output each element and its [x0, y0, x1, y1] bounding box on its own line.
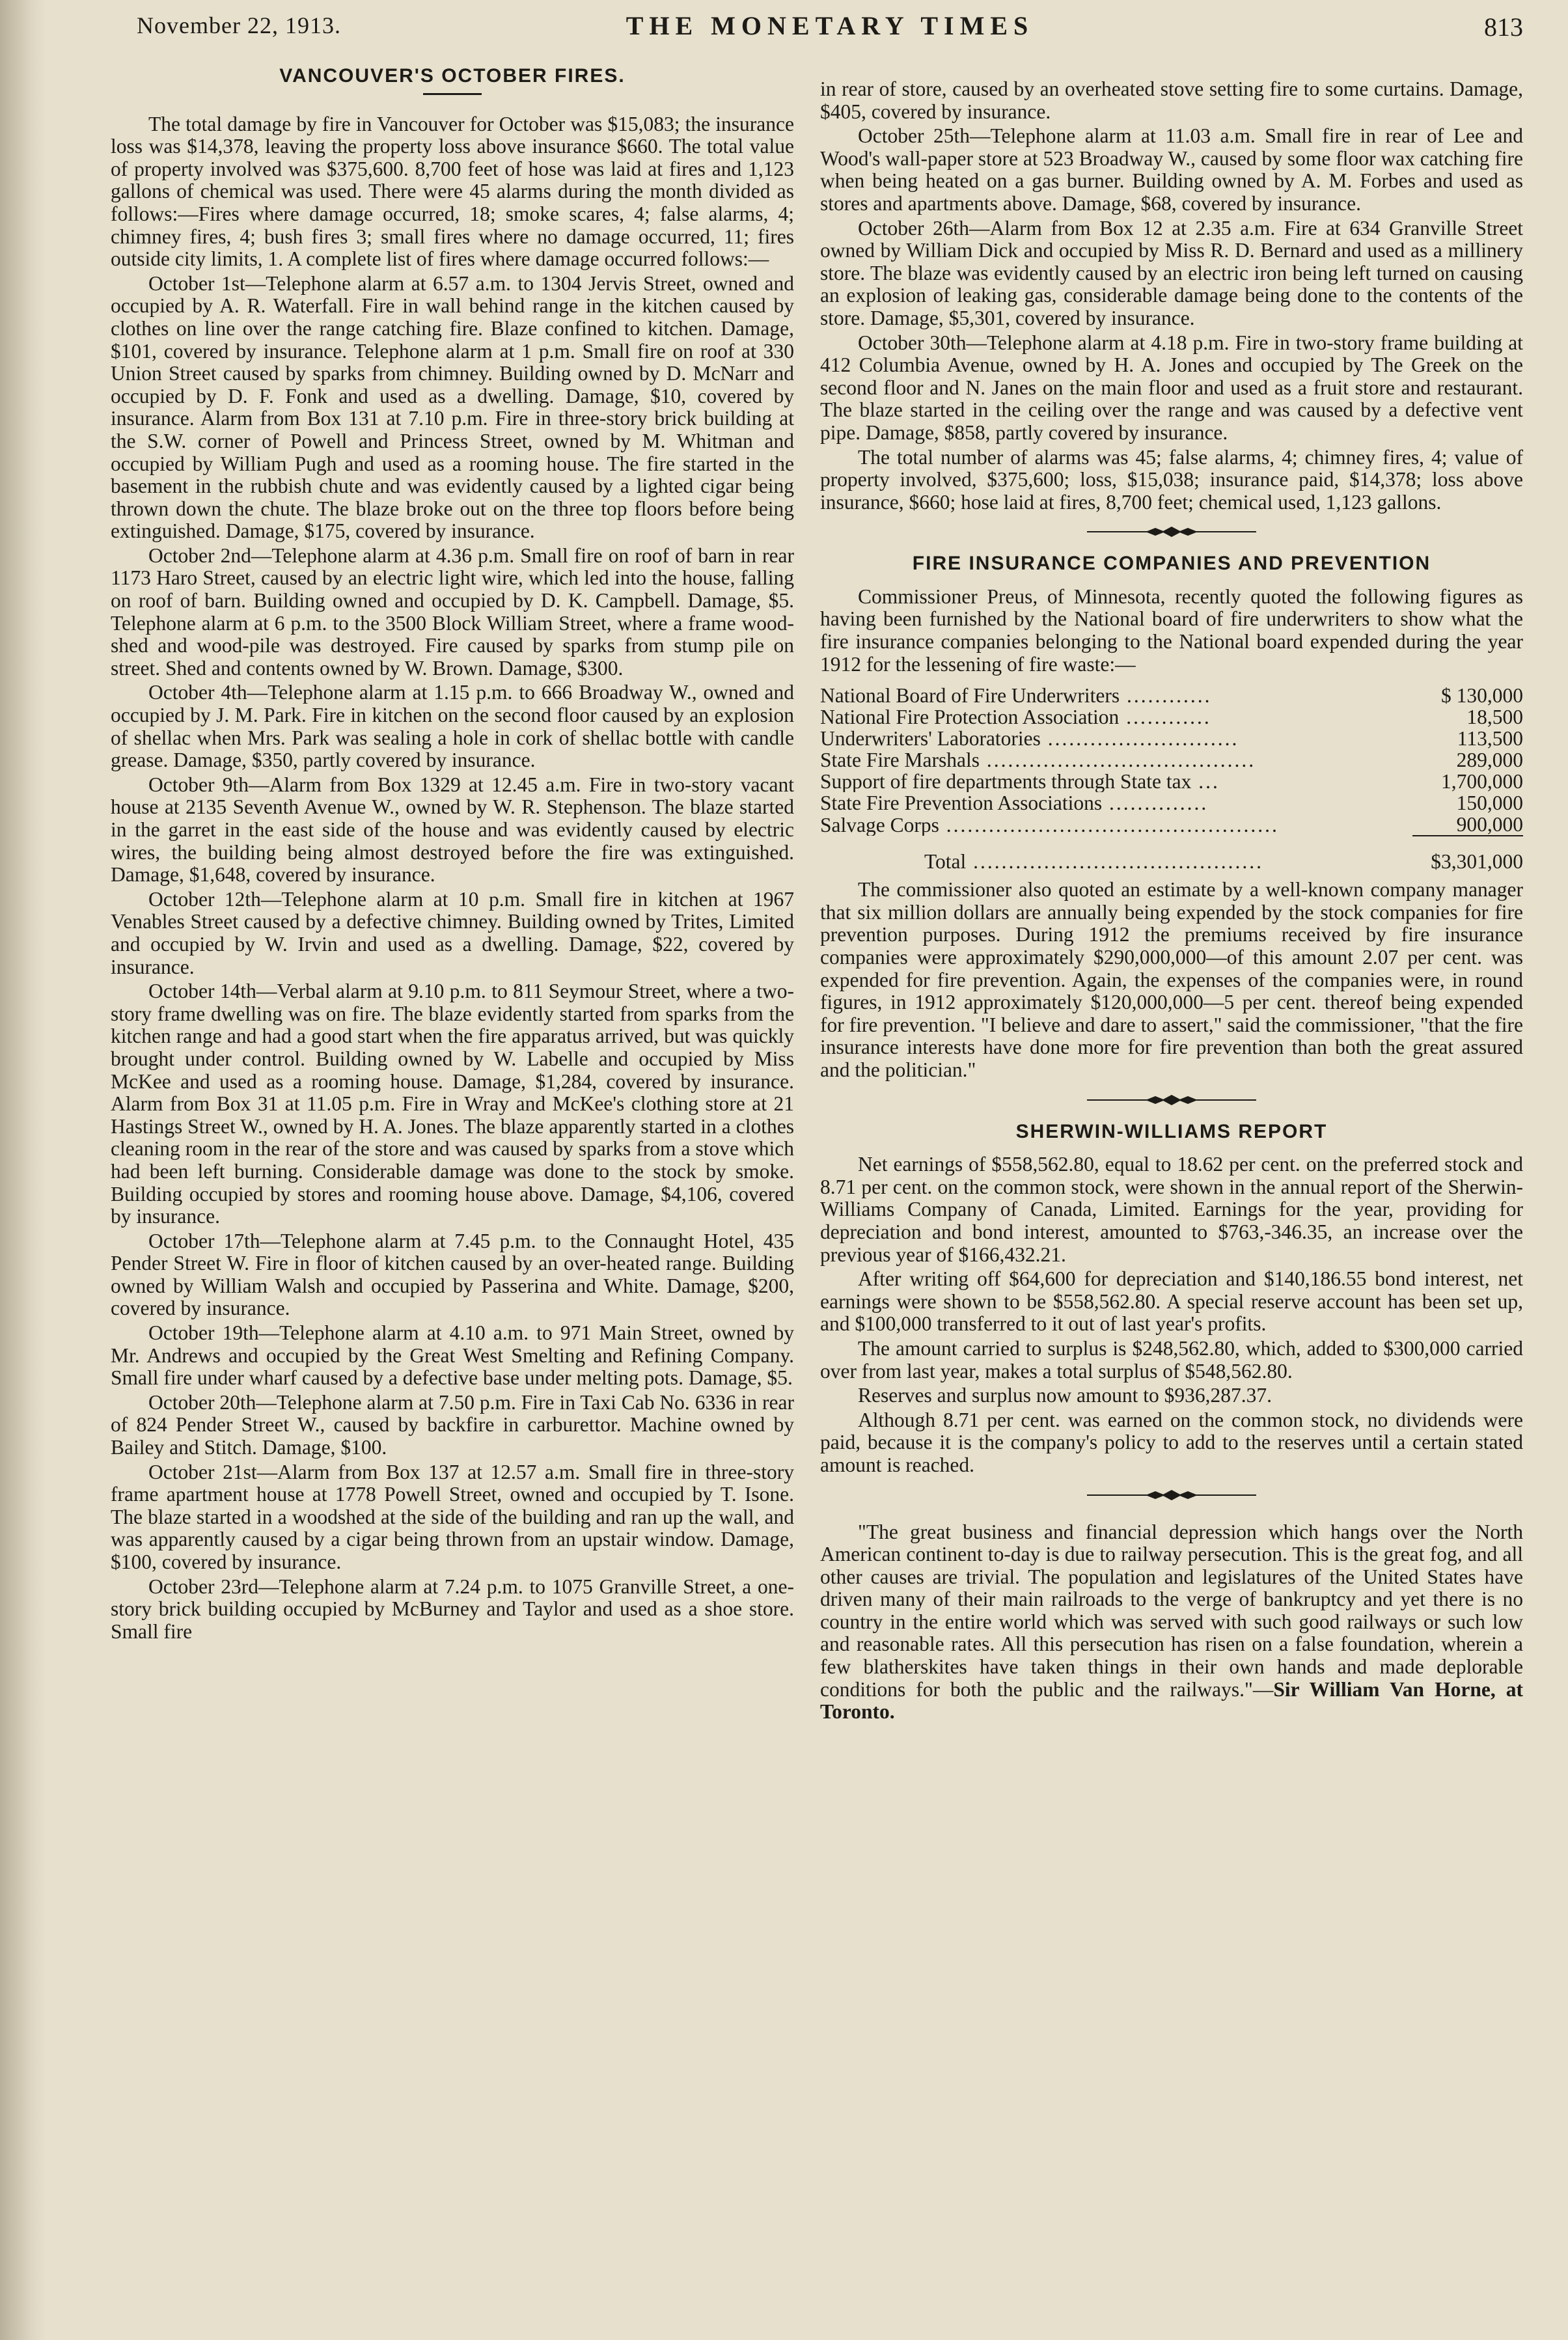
fire-insurance-body: The commissioner also quoted an estimate by a well-known company manager that six million dollars are annually being expended by the stock companies for fire prevention purposes. During 1912 the premiums received by fire insurance companies were approximately $290,000,000—of this amount 2.07 per cent. was expended for fire prevention. Again, the expenses of the companies were, in round figures, in 1912 approximately $120,000,000—5 per cent. thereof being expended for fire prevention. "I believe and dare to assert," said the commissioner, "that the fire insurance interests have done more for fire prevention than both the great assured and the politician."	[820, 878, 1523, 1081]
vancouver-paragraph: October 1st—Telephone alarm at 6.57 a.m. to 1304 Jervis Street, owned and occupied by A. R. Waterfall. Fire in wall behind range in the kitchen caused by clothes on line over the range catching fire. Blaze confined to kitchen. Damage, $101, covered by insurance. Telephone alarm at 1 p.m. Small fire on roof at 330 Union Street caused by sparks from chimney. Building owned by D. McNarr and occupied by D. F. Fonk and used as a dwelling. Damage, $10, covered by insurance. Alarm from Box 131 at 7.10 p.m. Fire in three-story brick building at the S.W. corner of Powell and Princess Street, owned by M. Whitman and occupied by William Pugh and used as a rooming house. The fire started in the basement in the rubbish chute and was evidently caused by a lighted cigar being thrown down the chute. The blaze broke out on the three top floors before being extinguished. Damage, $175, covered by insurance.	[111, 271, 794, 543]
masthead: THE MONETARY TIMES	[626, 11, 1034, 40]
sherwin-paragraph: The amount carried to surplus is $248,562.80, which, added to $300,000 carried over from last year, makes a total surplus of $548,562.80.	[820, 1336, 1523, 1383]
vancouver-paragraph: October 21st—Alarm from Box 137 at 12.57 a.m. Small fire in three-story frame apartment house at 1778 Powell Street, owned and occupied by T. Isone. The blaze started in a woodshed at the side of the building and ran up the wall, and was apparently caused by a cigar being thrown from an upstair window. Damage, $100, covered by insurance.	[111, 1460, 794, 1573]
table-row	[820, 771, 1523, 792]
vancouver-paragraph: October 20th—Telephone alarm at 7.50 p.m. Fire in Taxi Cab No. 6336 in rear of 824 Pender Street W., caused by backfire in carburettor. Machine owned by Bailey and Stitch. Damage, $100.	[111, 1390, 794, 1459]
table-row	[820, 814, 1523, 836]
quote-attribution: Sir William Van Horne, at Toronto.	[820, 1677, 1523, 1724]
table-row-amount: 1,700,000	[1441, 770, 1523, 793]
quote-text: "The great business and financial depression which hangs over the North American continent to-day is due to railway persecution. This is the great fog, and all other causes are trivial. The population and legislatures of the United States have driven many of their main railroads to the verge of bankruptcy and yet there is no country in the entire world which was served with such good railways or such low and reasonable rates. All this persecution has risen on a false foundation, wherein a few blatherskites have taken things in their own hands and made deplorable conditions for both the public and the railways."—	[820, 1520, 1523, 1701]
table-row	[820, 792, 1523, 814]
vancouver-paragraph: October 14th—Verbal alarm at 9.10 p.m. to 811 Seymour Street, where a two-story frame dwelling was on fire. The blaze evidently started from sparks from the kitchen range and had a good start when the fire apparatus arrived, but was quickly brought under control. Building owned by W. Labelle and occupied by Miss McKee and used as a rooming house. Damage, $1,284, covered by insurance. Alarm from Box 31 at 11.05 p.m. Fire in Wray and McKee's clothing store at 21 Hastings Street W., owned by H. A. Jones. The blaze apparently started in a clothes cleaning room in the rear of the store and was caused by sparks from a stove which had been left burning. Considerable damage was done to the stock by smoke. Building occupied by stores and rooming house above. Damage, $4,106, covered by insurance.	[111, 980, 794, 1228]
section-divider-ornament	[1074, 1489, 1269, 1502]
table-row	[820, 749, 1523, 771]
vancouver-continued: October 25th—Telephone alarm at 11.03 a.m. Small fire in rear of Lee and Wood's wall-paper store at 523 Broadway W., caused by some floor wax catching fire when being heated on a gas burner. Building owned by A. M. Forbes and used as stores and apartments above. Damage, $68, covered by insurance.	[820, 124, 1523, 215]
table-row-label: National Fire Protection Association	[820, 706, 1120, 728]
sherwin-paragraph: After writing off $64,600 for depreciation and $140,186.55 bond interest, net earnings were shown to be $558,562.80. A special reserve account has been set up, and $100,000 transferred to it out of last year's profits.	[820, 1267, 1523, 1336]
page-header	[137, 7, 1523, 52]
sherwin-paragraph: Reserves and surplus now amount to $936,287.37.	[858, 1384, 1272, 1407]
table-row-amount: $ 130,000	[1441, 684, 1523, 708]
vancouver-paragraph: October 2nd—Telephone alarm at 4.36 p.m. Small fire on roof of barn in rear 1173 Haro Street, caused by an electric light wire, which led into the house, falling on roof of barn. Building owned and occupied by D. K. Campbell. Damage, $5. Telephone alarm at 6 p.m. to the 3500 Block William Street, where a frame wood-shed and wood-pile was destroyed. Fire caused by sparks from stump pile on street. Shed and contents owned by W. Brown. Damage, $300.	[111, 544, 794, 680]
table-total-row	[820, 836, 1523, 872]
fire-waste-expenditure-table	[820, 685, 1523, 872]
issue-date: November 22, 1913.	[137, 12, 341, 38]
sherwin-paragraph: Net earnings of $558,562.80, equal to 18.62 per cent. on the preferred stock and 8.71 per cent. on the common stock, were shown in the annual report of the Sherwin-Williams Company of Canada, Limited. Earnings for the year, providing for depreciation and bond interest, amounted to $763,-346.35, an increase over the previous year of $166,432.21.	[820, 1153, 1523, 1266]
vancouver-continued: in rear of store, caused by an overheated stove setting fire to some curtains. Damage, $405, covered by insurance.	[820, 77, 1523, 123]
table-row-label: National Board of Fire Underwriters	[820, 685, 1120, 707]
vancouver-paragraph: The total damage by fire in Vancouver for October was $15,083; the insurance loss was $14,378, leaving the property loss above insurance $660. The total value of property involved was $375,600. 8,700 feet of hose was laid at fires and 1,123 gallons of chemical was used. There were 45 alarms during the month divided as follows:—Fires where damage occurred, 18; smoke scares, 4; false alarms, 4; chimney fires, 4; bush fires 3; small fires where no damage occurred, 11; fires outside city limits, 1. A complete list of fires where damage occurred follows:—	[111, 112, 794, 271]
table-row	[820, 706, 1523, 728]
table-row-amount: 113,500	[1457, 727, 1523, 750]
dot-leader: ..............	[1102, 792, 1209, 814]
van-horne-quote	[820, 1521, 1523, 1724]
table-row-amount: 150,000	[1456, 791, 1523, 815]
fire-insurance-title: FIRE INSURANCE COMPANIES AND PREVENTION	[912, 553, 1431, 575]
dot-leader: .........................................	[966, 850, 1264, 873]
dot-leader: ...........................	[1040, 728, 1239, 750]
total-label: Total	[924, 850, 967, 873]
table-row-amount: 900,000	[1456, 813, 1523, 836]
vancouver-paragraph: October 19th—Telephone alarm at 4.10 a.m. to 971 Main Street, owned by Mr. Andrews and occupied by the Great West Smelting and Refining Company. Small fire under wharf caused by a defective base under melting pots. Damage, $5.	[111, 1321, 794, 1390]
vancouver-paragraph: October 12th—Telephone alarm at 10 p.m. Small fire in kitchen at 1967 Venables Street caused by a defective chimney. Building owned by Trites, Limited and occupied by W. Irvin and used as a dwelling. Damage, $22, covered by insurance.	[111, 887, 794, 978]
vancouver-paragraph: October 4th—Telephone alarm at 1.15 p.m. to 666 Broadway W., owned and occupied by J. M. Park. Fire in kitchen on the second floor caused by an explosion of shellac when Mrs. Park was sealing a hole in cork of shellac bottle with candle grease. Damage, $350, partly covered by insurance.	[111, 681, 794, 772]
left-column	[111, 59, 794, 1645]
dot-leader: ...	[1191, 771, 1220, 793]
section-divider-ornament	[1074, 525, 1269, 538]
page-number: 813	[1484, 12, 1523, 42]
vancouver-continued: October 26th—Alarm from Box 12 at 2.35 a.m. Fire at 634 Granville Street owned by William Dick and occupied by Miss R. D. Bernard and used as a millinery store. The blaze was evidently caused by an electric iron being left turned on causing an explosion of leaking gas, considerable damage being done to the contents of the store. Damage, $5,301, covered by insurance.	[820, 216, 1523, 329]
total-amount: $3,301,000	[1412, 836, 1523, 872]
dot-leader: ............	[1120, 685, 1212, 707]
table-row-label: Support of fire departments through State tax	[820, 771, 1192, 793]
vancouver-paragraph: October 17th—Telephone alarm at 7.45 p.m. to the Connaught Hotel, 435 Pender Street W. Fire in floor of kitchen caused by an over-heated range. Building owned by William Walsh and occupied by Passerina and White. Damage, $200, covered by insurance.	[111, 1229, 794, 1320]
vancouver-title: VANCOUVER'S OCTOBER FIRES.	[279, 65, 626, 87]
sherwin-williams-title: SHERWIN-WILLIAMS REPORT	[1015, 1120, 1328, 1142]
table-row-label: Salvage Corps	[820, 814, 939, 836]
section-divider-ornament	[1074, 1094, 1269, 1107]
table-row-amount: 289,000	[1456, 749, 1523, 772]
sherwin-paragraph: Although 8.71 per cent. was earned on the common stock, no dividends were paid, because it is the company's policy to add to the reserves until a certain stated amount is reached.	[820, 1408, 1523, 1476]
vancouver-continued: October 30th—Telephone alarm at 4.18 p.m. Fire in two-story frame building at 412 Columbia Avenue, owned by H. A. Jones and occupied by The Greek on the second floor and N. Janes on the main floor and used as a fruit store and restaurant. The blaze started in the ceiling over the range and was caused by a defective vent pipe. Damage, $858, partly covered by insurance.	[820, 331, 1523, 444]
table-row-label: Underwriters' Laboratories	[820, 728, 1041, 750]
title-rule	[423, 93, 482, 95]
dot-leader: ......................................	[979, 749, 1256, 771]
table-row-amount: 18,500	[1466, 706, 1523, 729]
right-column	[820, 78, 1523, 1726]
vancouver-paragraph: October 23rd—Telephone alarm at 7.24 p.m. to 1075 Granville Street, a one-story brick building occupied by McBurney and Taylor and used as a shoe store. Small fire	[111, 1575, 794, 1643]
table-row	[820, 685, 1523, 706]
dot-leader: ...............................................	[939, 814, 1279, 836]
vancouver-continued: The total number of alarms was 45; false alarms, 4; chimney fires, 4; value of property involved, $375,600; loss, $15,038; insurance paid, $14,378; loss above insurance, $660; hose laid at fires, 8,700 feet; chemical used, 1,123 gallons.	[820, 445, 1523, 514]
table-row-label: State Fire Marshals	[820, 749, 980, 771]
dot-leader: ............	[1119, 706, 1211, 728]
newspaper-page	[111, 7, 1530, 2324]
table-row	[820, 728, 1523, 749]
page-gutter-shadow	[0, 0, 46, 2340]
table-row-label: State Fire Prevention Associations	[820, 792, 1103, 814]
fire-insurance-intro: Commissioner Preus, of Minnesota, recently quoted the following figures as having been furnished by the National board of fire underwriters to show what the fire insurance companies belonging to the National board expended during the year 1912 for the lessening of fire waste:—	[820, 585, 1523, 676]
vancouver-paragraph: October 9th—Alarm from Box 1329 at 12.45 a.m. Fire in two-story vacant house at 2135 Seventh Avenue W., owned by W. R. Stephenson. The blaze started in the garret in the east side of the house and was evidently caused by electric wires, the building being almost destroyed before the fire was extinguished. Damage, $1,648, covered by insurance.	[111, 773, 794, 887]
